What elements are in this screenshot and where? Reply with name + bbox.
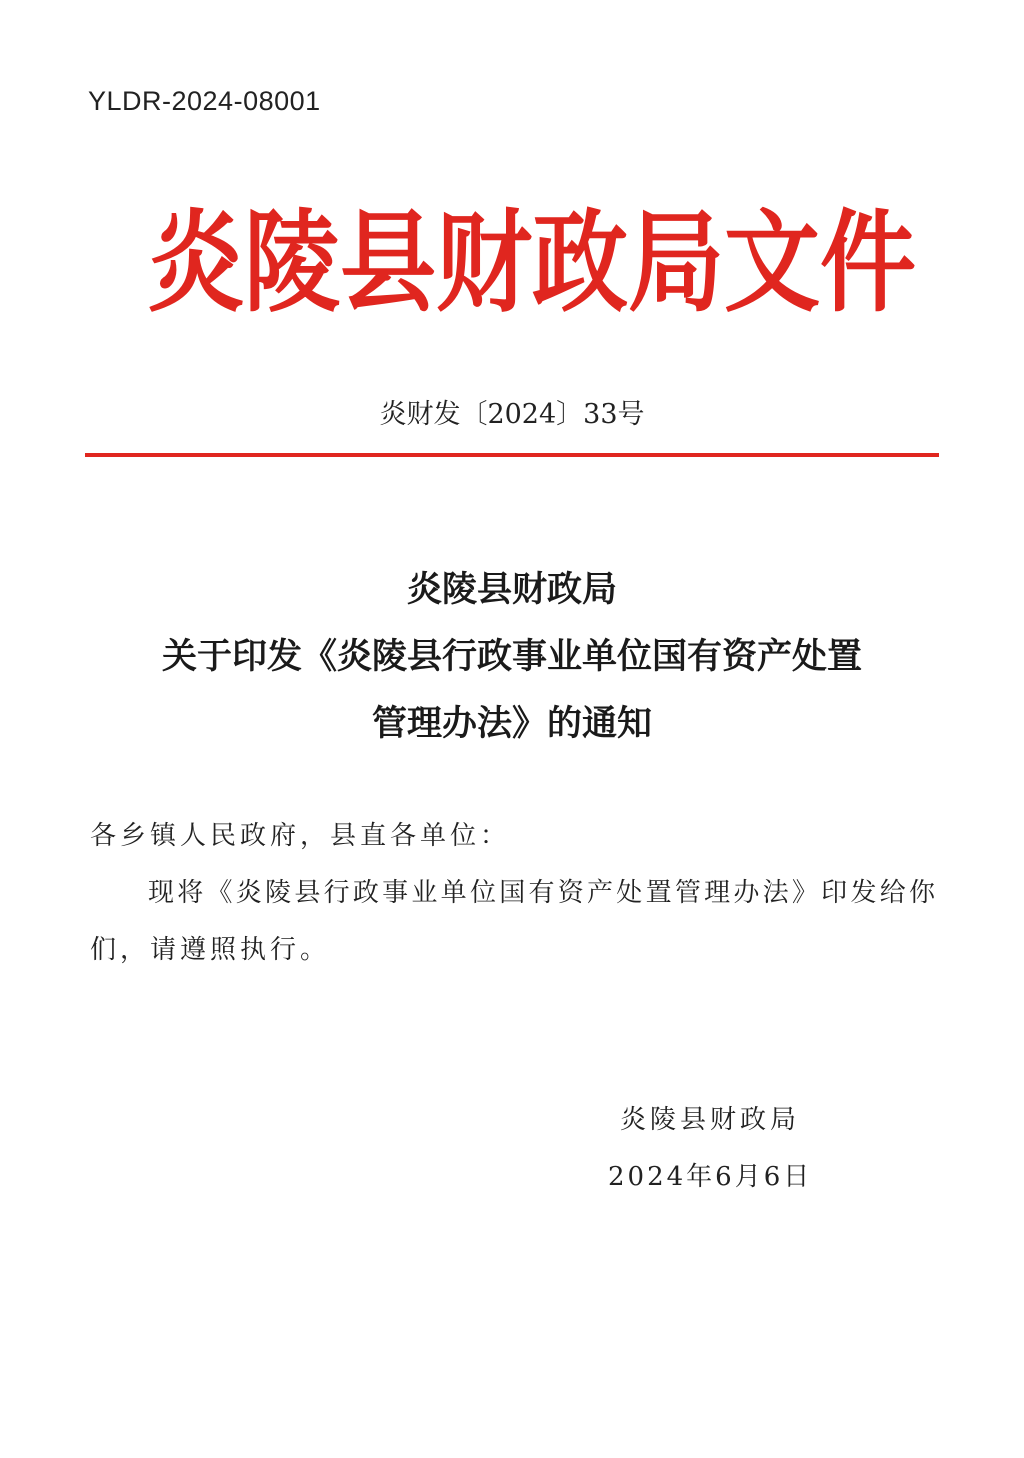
masthead-char: 件 — [820, 197, 916, 328]
title-line-2: 关于印发《炎陵县行政事业单位国有资产处置 — [161, 636, 862, 677]
signature-issuer: 炎陵县财政局 — [620, 1105, 801, 1135]
masthead-char: 炎 — [148, 197, 244, 328]
red-divider — [85, 453, 939, 457]
body-line-2: 们，请遵照执行。 — [90, 935, 331, 965]
masthead — [148, 197, 916, 328]
masthead-char: 陵 — [244, 197, 340, 328]
masthead-char: 财 — [436, 197, 532, 328]
masthead-char: 县 — [340, 197, 436, 328]
document-number: 炎财发〔2024〕33号 — [379, 399, 645, 430]
title-line-1: 炎陵县财政局 — [406, 569, 617, 610]
masthead-char: 政 — [532, 197, 628, 328]
masthead-char: 文 — [724, 197, 820, 328]
masthead-char: 局 — [628, 197, 724, 328]
signature-date: 2024年6月6日 — [608, 1162, 813, 1192]
body-line-1: 现将《炎陵县行政事业单位国有资产处置管理办法》印发给你 — [148, 878, 935, 908]
salutation: 各乡镇人民政府，县直各单位： — [90, 821, 511, 851]
title-line-3: 管理办法》的通知 — [371, 703, 652, 744]
document-code: YLDR-2024-08001 — [88, 86, 321, 116]
